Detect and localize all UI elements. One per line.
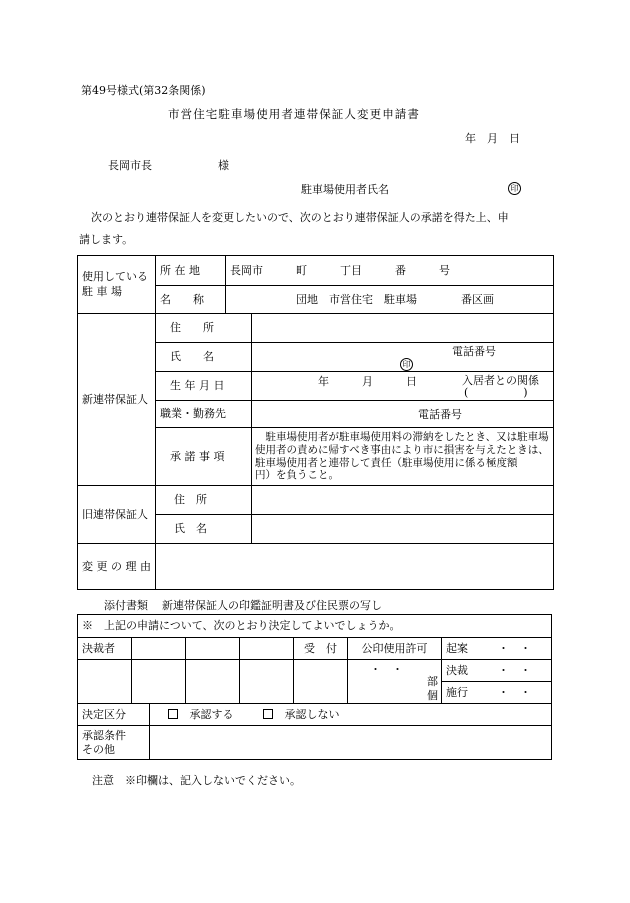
enforcement-row[interactable] <box>442 682 552 704</box>
public-permit-label: 公印使用許可 <box>348 638 442 660</box>
attachment-label: 添付書類 <box>104 599 148 612</box>
approval-label: 決裁 <box>446 663 468 677</box>
parking-name-label: 名 称 <box>156 286 226 314</box>
old-address-value[interactable] <box>252 486 554 515</box>
approver-label: 決裁者 <box>78 638 132 660</box>
reason-value[interactable] <box>156 544 554 590</box>
approver-cell-1[interactable] <box>132 638 186 660</box>
reason-label: 変 更 の 理 由 <box>78 544 156 590</box>
new-phone-label: 電話番号 <box>452 345 496 358</box>
honorific: 様 <box>218 159 229 172</box>
draft-dots: ・ ・ <box>498 642 531 655</box>
class-options <box>150 704 552 726</box>
consent-text: 駐車場使用者が駐車場使用料の滞納をしたとき、又は駐車場使用者の責めに帰すべき事由により市に損害を与えたときは、駐車場使用者と連帯して責任（駐車場使用に係る極度額 円）を負うこと。 <box>252 428 554 486</box>
date-line: 年 月 日 <box>465 132 520 145</box>
applicant-label: 駐車場使用者氏名 <box>301 183 389 196</box>
new-name-label: 氏 名 <box>156 343 252 372</box>
application-table <box>77 255 570 590</box>
birth-label: 生 年 月 日 <box>156 372 252 401</box>
form-title: 市営住宅駐車場使用者連帯保証人変更申請書 <box>168 107 420 121</box>
approval-row[interactable] <box>442 660 552 682</box>
stamp-cell-2[interactable] <box>186 660 240 704</box>
conditions-label: 承認条件 その他 <box>78 726 150 760</box>
new-guarantor-label: 新連帯保証人 <box>78 314 156 486</box>
form-id: 第49号様式(第32条関係) <box>81 84 206 97</box>
new-address-value[interactable] <box>252 314 554 343</box>
decision-table <box>77 614 552 760</box>
old-guarantor-label: 旧連帯保証人 <box>78 486 156 544</box>
dept-char-2: 個 <box>427 689 438 702</box>
intro-line-1: 次のとおり連帯保証人を変更したいので、次のとおり連帯保証人の承諾を得た上、申 <box>91 211 509 224</box>
new-address-label: 住 所 <box>156 314 252 343</box>
draft-label: 起案 <box>446 641 468 655</box>
intro-line-2: 請します。 <box>79 233 134 246</box>
stamp-cell-0[interactable] <box>78 660 132 704</box>
dept-char-1: 部 <box>427 675 438 688</box>
conditions-value[interactable] <box>150 726 552 760</box>
work-phone-label: 電話番号 <box>418 408 462 421</box>
enforcement-dots: ・ ・ <box>498 686 531 699</box>
stamp-cell-3[interactable] <box>240 660 294 704</box>
parking-name-value[interactable]: 団地 市営住宅 駐車場 番区画 <box>226 286 554 314</box>
note: 注意 ※印欄は、記入しないでください。 <box>92 774 301 787</box>
receipt-stamp-cell[interactable] <box>294 660 348 704</box>
birth-date: 年 月 日 <box>318 375 417 388</box>
work-label: 職業・勤務先 <box>156 401 252 428</box>
receipt-label: 受 付 <box>294 638 348 660</box>
approve-option-label: 承認する <box>189 707 234 721</box>
location-label: 所 在 地 <box>156 256 226 286</box>
work-value[interactable] <box>252 401 554 428</box>
location-value[interactable]: 長岡市 町 丁目 番 号 <box>226 256 554 286</box>
draft-row[interactable] <box>442 638 552 660</box>
enforcement-label: 施行 <box>446 685 468 699</box>
reject-checkbox[interactable] <box>263 709 273 719</box>
attachment-value: 新連帯保証人の印鑑証明書及び住民票の写し <box>162 599 382 612</box>
new-seal-icon: 印 <box>400 358 413 371</box>
class-label: 決定区分 <box>78 704 150 726</box>
approval-dots: ・ ・ <box>498 664 531 677</box>
decision-header: ※ 上記の申請について、次のとおり決定してよいでしょうか。 <box>78 615 552 638</box>
old-name-label: 氏 名 <box>156 515 252 544</box>
permit-dots: ・ ・ <box>370 663 403 676</box>
birth-value[interactable] <box>252 372 554 401</box>
new-name-value[interactable] <box>252 343 554 372</box>
public-permit-cell[interactable] <box>348 660 442 704</box>
consent-label: 承 諾 事 項 <box>156 428 252 486</box>
approver-cell-2[interactable] <box>186 638 240 660</box>
addressee: 長岡市長 <box>108 159 152 172</box>
approve-checkbox[interactable] <box>168 709 178 719</box>
old-name-value[interactable] <box>252 515 554 544</box>
stamp-cell-1[interactable] <box>132 660 186 704</box>
parking-section-label: 使用している 駐 車 場 <box>78 256 156 314</box>
applicant-seal-icon: 印 <box>508 182 521 195</box>
approver-cell-3[interactable] <box>240 638 294 660</box>
old-address-label: 住 所 <box>156 486 252 515</box>
reject-option-label: 承認しない <box>284 707 340 721</box>
relation-paren: ( ) <box>464 386 528 399</box>
relation-label: 入居者との関係 <box>462 374 539 387</box>
